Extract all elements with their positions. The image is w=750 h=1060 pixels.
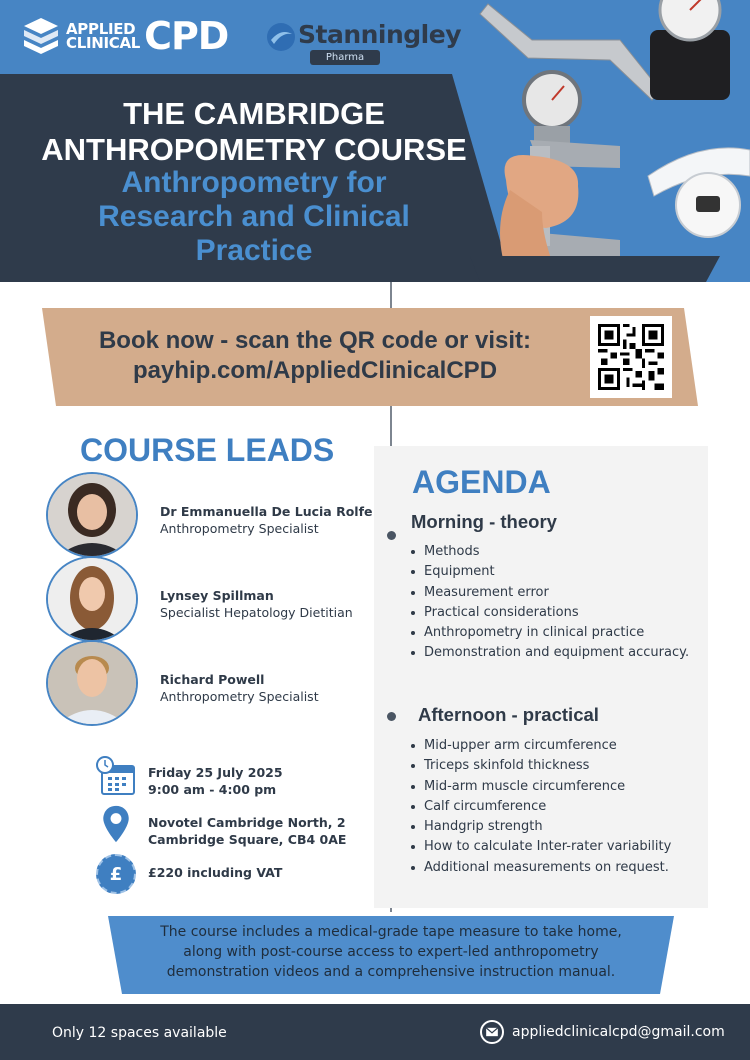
event-date-text bbox=[148, 764, 283, 798]
sponsor-tag: Pharma bbox=[310, 50, 380, 65]
event-date bbox=[96, 756, 386, 796]
event-venue-text bbox=[148, 814, 346, 848]
equipment-illustration bbox=[470, 0, 750, 282]
logo-text-clinical: CLINICAL bbox=[66, 34, 141, 52]
agenda-item: Triceps skinfold thickness bbox=[408, 756, 704, 776]
afternoon-list bbox=[408, 736, 704, 878]
pound-symbol: £ bbox=[109, 863, 123, 885]
includes-line-1: The course includes a medical-grade tape measure to take home, bbox=[160, 924, 622, 940]
avatar bbox=[46, 472, 138, 558]
course-subtitle-line-2: Research and Clinical bbox=[98, 200, 410, 233]
lead-name: Lynsey Spillman bbox=[160, 588, 274, 603]
booking-line-1: Book now - scan the QR code or visit: bbox=[98, 327, 532, 354]
includes-text bbox=[118, 922, 664, 982]
agenda-item: Handgrip strength bbox=[408, 817, 704, 837]
booking-url-link[interactable]: payhip.com/AppliedClinicalCPD bbox=[132, 357, 498, 384]
applied-clinical-cpd-logo bbox=[22, 14, 228, 58]
agenda-item: Demonstration and equipment accuracy. bbox=[408, 643, 704, 663]
person-photo-icon bbox=[48, 642, 136, 724]
course-title bbox=[20, 96, 488, 168]
course-subtitle bbox=[20, 166, 488, 268]
event-time-value: 9:00 am - 4:00 pm bbox=[148, 782, 277, 797]
stanningley-emblem-icon bbox=[266, 22, 296, 52]
person-photo-icon bbox=[48, 474, 136, 556]
lead-card bbox=[46, 556, 376, 642]
lead-role: Specialist Hepatology Dietitian bbox=[160, 605, 353, 620]
morning-heading: Morning - theory bbox=[411, 511, 557, 532]
lead-role: Anthropometry Specialist bbox=[160, 521, 319, 536]
lead-card bbox=[46, 640, 376, 726]
avatar bbox=[46, 556, 138, 642]
agenda-item: Measurement error bbox=[408, 583, 704, 603]
price-value: £220 including VAT bbox=[148, 865, 283, 880]
calendar-clock-icon bbox=[96, 756, 136, 796]
agenda-title: AGENDA bbox=[412, 464, 551, 500]
agenda-item: Additional measurements on request. bbox=[408, 858, 704, 878]
course-leads-title: COURSE LEADS bbox=[80, 432, 335, 468]
email-icon bbox=[480, 1020, 504, 1044]
logo-text-applied: APPLIED bbox=[66, 20, 136, 38]
course-subtitle-line-3: Practice bbox=[195, 234, 313, 267]
event-price bbox=[96, 854, 386, 894]
email-link[interactable]: appliedclinicalcpd@gmail.com bbox=[512, 1024, 725, 1040]
agenda-item: Calf circumference bbox=[408, 797, 704, 817]
lead-name: Dr Emmanuella De Lucia Rolfe bbox=[160, 504, 373, 519]
qr-code[interactable] bbox=[590, 316, 672, 398]
event-date-value: Friday 25 July 2025 bbox=[148, 765, 283, 780]
includes-line-3: demonstration videos and a comprehensive instruction manual. bbox=[166, 964, 616, 980]
course-title-line-2: ANTHROPOMETRY COURSE bbox=[41, 132, 467, 167]
course-subtitle-line-1: Anthropometry for bbox=[121, 166, 387, 199]
person-photo-icon bbox=[48, 558, 136, 640]
agenda-item: Mid-upper arm circumference bbox=[408, 736, 704, 756]
timeline-dot bbox=[387, 712, 396, 721]
agenda-item: How to calculate Inter-rater variability bbox=[408, 837, 704, 857]
morning-list bbox=[408, 542, 704, 664]
lead-role: Anthropometry Specialist bbox=[160, 689, 319, 704]
includes-line-2: along with post-course access to expert-led anthropometry bbox=[183, 944, 599, 960]
event-venue bbox=[96, 804, 386, 850]
agenda-item: Methods bbox=[408, 542, 704, 562]
agenda-item: Anthropometry in clinical practice bbox=[408, 623, 704, 643]
agenda-item: Practical considerations bbox=[408, 603, 704, 623]
photo-slant-band bbox=[470, 256, 750, 282]
course-title-line-1: THE CAMBRIDGE bbox=[123, 96, 385, 131]
lead-name: Richard Powell bbox=[160, 672, 265, 687]
stanningley-logo bbox=[266, 20, 462, 63]
lead-card bbox=[46, 472, 376, 558]
agenda-item: Equipment bbox=[408, 562, 704, 582]
location-pin-icon bbox=[96, 804, 136, 844]
booking-text bbox=[60, 326, 570, 386]
spaces-available: Only 12 spaces available bbox=[52, 1025, 227, 1041]
pound-coin-icon bbox=[96, 854, 136, 894]
venue-line-2: Cambridge Square, CB4 0AE bbox=[148, 832, 347, 847]
avatar bbox=[46, 640, 138, 726]
sponsor-name: Stanningley bbox=[298, 20, 462, 49]
timeline-dot bbox=[387, 531, 396, 540]
logo-text-cpd: CPD bbox=[144, 14, 229, 58]
books-logo-icon bbox=[22, 16, 60, 56]
qr-code-icon bbox=[598, 324, 664, 390]
afternoon-heading: Afternoon - practical bbox=[418, 704, 599, 725]
agenda-item: Mid-arm muscle circumference bbox=[408, 777, 704, 797]
venue-line-1: Novotel Cambridge North, 2 bbox=[148, 815, 346, 830]
